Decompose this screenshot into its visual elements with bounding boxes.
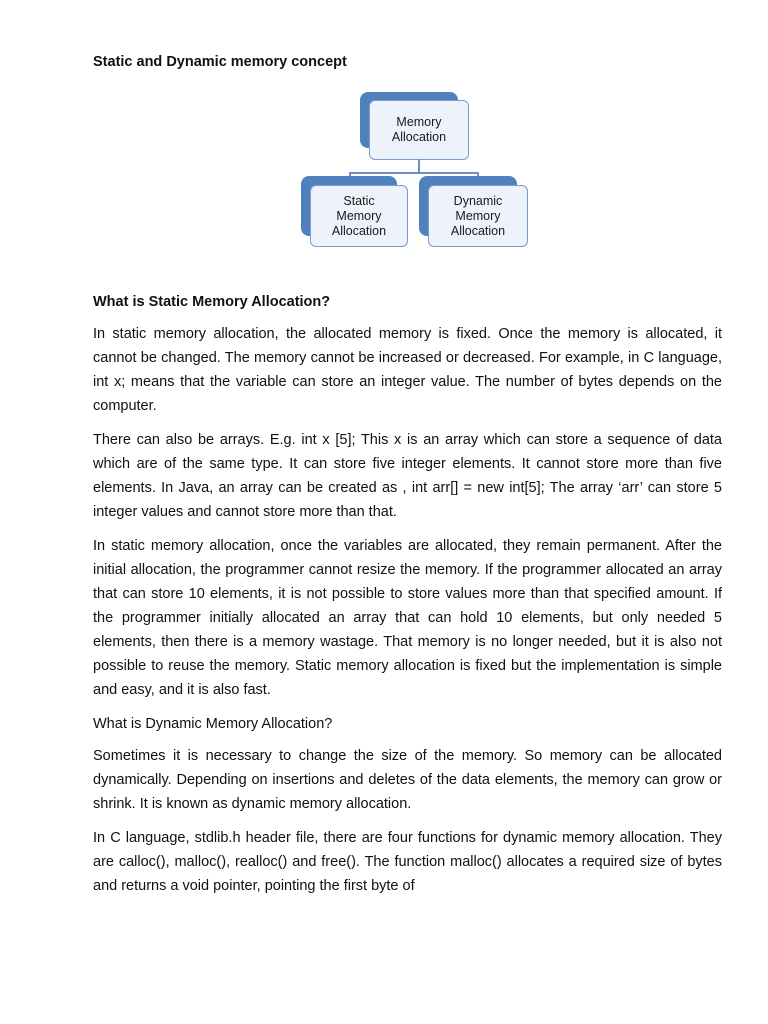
paragraph: Sometimes it is necessary to change the size of the memory. So memory can be allocated dynamically. Depending on insertions and deletes of the data elements, the memory can grow or shrink. It is known as dynamic memory allocation. [93, 748, 722, 812]
connector-vertical-root [418, 159, 420, 172]
paragraph: In static memory allocation, once the variables are allocated, they remain permanent. After the initial allocation, the programmer cannot resize the memory. If the programmer allocated an array that can store 10 elements, it is not possible to store values more than that specified amount. If the programmer initially allocated an array that can hold 10 elements, but only needed 5 elements, then there is a memory wastage. That memory is no longer needed, but it is also not possible to reuse the memory. Static memory allocation is fixed but the implementation is simple and easy, and it is also fast. [93, 538, 722, 698]
connector-horizontal [349, 172, 478, 174]
memory-allocation-diagram [295, 92, 527, 252]
section-heading-static: What is Static Memory Allocation? [93, 294, 331, 310]
document-page [93, 52, 722, 898]
diagram-node-label: Memory Allocation [391, 115, 447, 144]
diagram-node-dynamic-memory-allocation [428, 185, 528, 247]
paragraph: There can also be arrays. E.g. int x [5]; This x is an array which can store a sequence of data which are of the same type. It can store five integer elements. It cannot store more than five elements. In Java, an array can be created as , int arr[] = new int[5]; The array ‘arr’ can store 5 integer values and cannot store more than that. [93, 432, 722, 520]
paragraph: In static memory allocation, the allocated memory is fixed. Once the memory is allocated, it cannot be changed. The memory cannot be increased or decreased. For example, in C language, int x; means that the variable can store an integer value. The number of bytes depends on the computer. [93, 326, 722, 414]
section-heading-dynamic: What is Dynamic Memory Allocation? [93, 716, 333, 732]
diagram-node-label: Dynamic Memory Allocation [450, 193, 506, 238]
paragraph: In C language, stdlib.h header file, there are four functions for dynamic memory allocation. They are calloc(), malloc(), realloc() and free(). The function malloc() allocates a required size of bytes and returns a void pointer, pointing the first byte of [93, 830, 722, 894]
diagram-node-memory-allocation [369, 100, 469, 160]
document-title: Static and Dynamic memory concept [93, 54, 347, 70]
diagram-node-label: Static Memory Allocation [331, 193, 387, 238]
diagram-node-static-memory-allocation [310, 185, 408, 247]
